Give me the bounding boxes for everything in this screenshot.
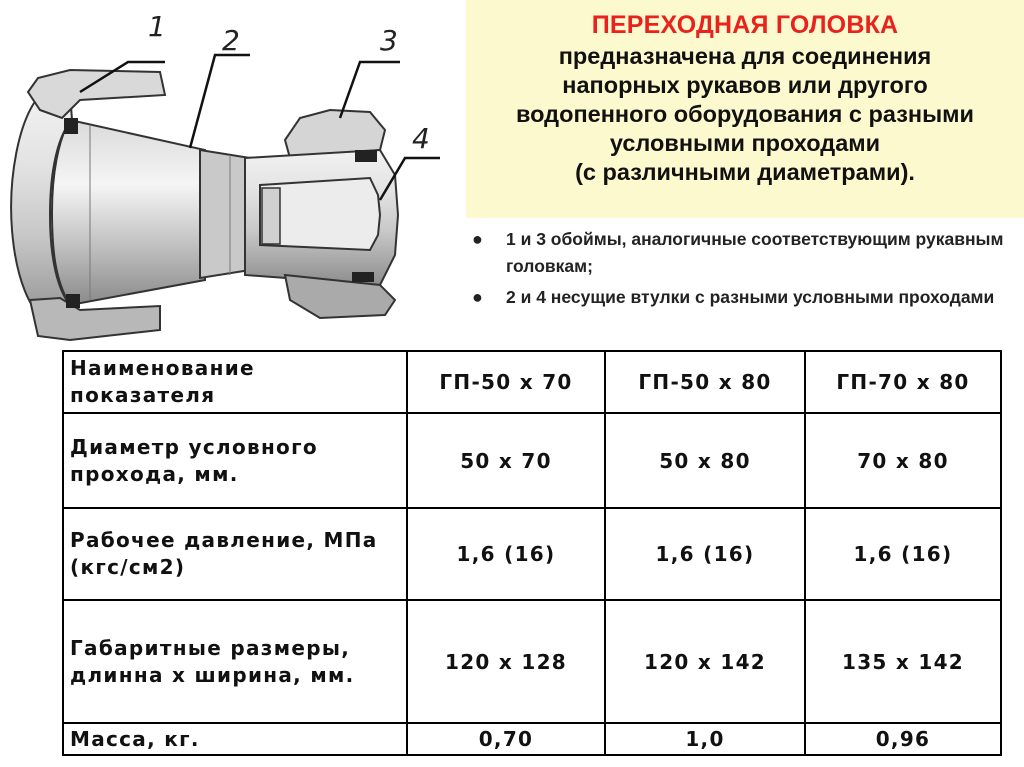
coupling-drawing (0, 0, 470, 350)
bullet-list (468, 226, 1024, 315)
bullet-text: 1 и 3 обоймы, аналогичные соответствующим рукавным головкам; (506, 229, 1004, 276)
callout-2: 2 (222, 24, 240, 57)
header-cell: ГП-70 х 80 (805, 351, 1001, 413)
table-cell: 50 х 80 (605, 413, 805, 508)
title-description (466, 42, 1024, 187)
table-cell: 0,96 (805, 723, 1001, 755)
table-row (63, 600, 1001, 723)
row-label: Масса, кг. (63, 723, 407, 755)
bullet-item (468, 284, 1024, 311)
title-line: предназначена для соединения (558, 43, 932, 69)
table-cell: 1,6 (16) (805, 508, 1001, 600)
callout-4: 4 (412, 122, 430, 155)
table-cell: 1,6 (16) (407, 508, 605, 600)
table-cell: 135 х 142 (805, 600, 1001, 723)
row-label: Рабочее давление, МПа (кгс/см2) (63, 508, 407, 600)
table-row (63, 723, 1001, 755)
table-header-row (63, 351, 1001, 413)
title-box (466, 0, 1024, 218)
bullet-icon: ● (472, 229, 483, 249)
table-cell: 1,0 (605, 723, 805, 755)
table-cell: 50 х 70 (407, 413, 605, 508)
callout-3: 3 (380, 24, 398, 57)
table-cell: 1,6 (16) (605, 508, 805, 600)
callout-1: 1 (148, 10, 166, 43)
spec-table (62, 350, 1002, 756)
header-cell: Наименование показателя (63, 351, 407, 413)
row-label: Габаритные размеры, длинна х ширина, мм. (63, 600, 407, 723)
bullet-item (468, 226, 1024, 280)
table-row (63, 413, 1001, 508)
table-cell: 120 х 142 (605, 600, 805, 723)
title-line: условными проходами (609, 130, 881, 156)
table-cell: 70 х 80 (805, 413, 1001, 508)
title-line: водопенного оборудования с разными (515, 101, 975, 127)
table-row (63, 508, 1001, 600)
header-cell: ГП-50 х 80 (605, 351, 805, 413)
bullet-icon: ● (472, 287, 483, 307)
page-title: ПЕРЕХОДНАЯ ГОЛОВКА (591, 11, 899, 39)
row-label: Диаметр условного прохода, мм. (63, 413, 407, 508)
title-line: напорных рукавов или другого (562, 72, 928, 98)
table-cell: 120 х 128 (407, 600, 605, 723)
table-cell: 0,70 (407, 723, 605, 755)
title-line: (с различными диаметрами). (575, 159, 915, 185)
header-cell: ГП-50 х 70 (407, 351, 605, 413)
bullet-text: 2 и 4 несущие втулки с разными условными проходами (506, 287, 995, 307)
